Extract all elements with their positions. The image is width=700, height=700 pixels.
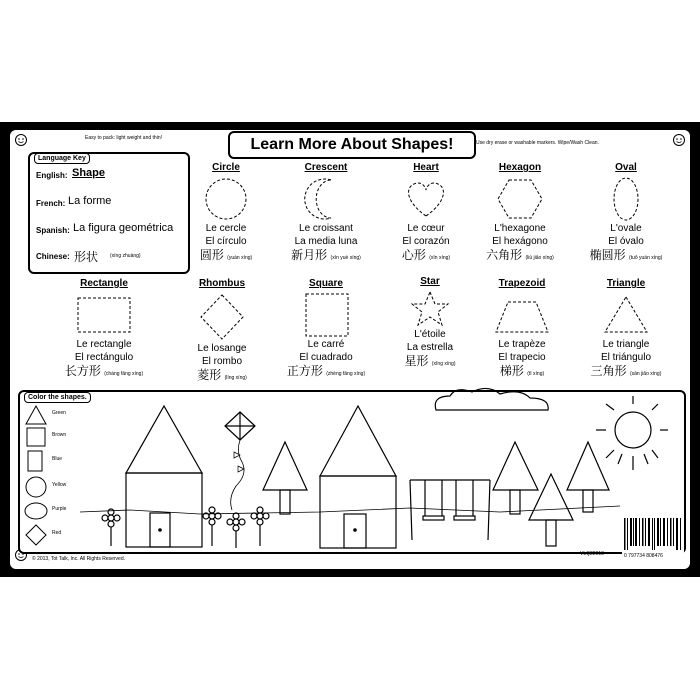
shape-name: Square bbox=[309, 278, 343, 289]
shape-spanish: El corazón bbox=[402, 236, 450, 247]
language-key-value: Shape bbox=[72, 167, 106, 179]
shape-name: Trapezoid bbox=[498, 278, 546, 289]
shape-french: Le croissant bbox=[299, 223, 353, 234]
shape-chinese: 六角形 (liù jiǎo xíng) bbox=[486, 248, 554, 262]
barcode bbox=[622, 516, 684, 562]
shape-french: Le rectangle bbox=[76, 339, 132, 350]
legend-item: Yellow bbox=[24, 476, 74, 498]
tree-icon bbox=[263, 442, 307, 514]
shape-french: L'ovale bbox=[610, 223, 642, 234]
sun-icon bbox=[596, 396, 668, 470]
shape-french: Le carré bbox=[307, 339, 345, 350]
shape-name: Circle bbox=[212, 162, 240, 173]
shape-french: Le losange bbox=[197, 343, 247, 354]
legend-item: Brown bbox=[24, 426, 74, 448]
cloud-icon bbox=[435, 388, 548, 410]
shape-name: Oval bbox=[615, 162, 637, 173]
shape-spanish: El triángulo bbox=[600, 352, 652, 363]
shape-chinese: 梯形 (tī xíng) bbox=[499, 364, 545, 378]
shape-name: Rhombus bbox=[198, 278, 246, 289]
shape-spanish: El trapecio bbox=[498, 352, 546, 363]
shape-french: L'hexagone bbox=[494, 223, 546, 234]
language-key-value: La figura geométrica bbox=[73, 222, 174, 234]
language-key-pinyin: (xíng zhuàng) bbox=[110, 253, 141, 259]
barcode-icon bbox=[622, 516, 684, 552]
language-key-label: Spanish: bbox=[36, 226, 70, 235]
shape-spanish: El rectángulo bbox=[74, 352, 134, 363]
language-key-label: Chinese: bbox=[36, 252, 70, 261]
coloring-title: Color the shapes. bbox=[24, 392, 91, 403]
shape-name: Rectangle bbox=[80, 278, 128, 289]
shape-chinese: 三角形 (sān jiǎo xíng) bbox=[590, 364, 662, 378]
legend-item: Purple bbox=[24, 500, 74, 522]
shape-chinese: 星形 (xīng xíng) bbox=[404, 354, 456, 368]
language-key-title: Language Key bbox=[34, 153, 90, 164]
shape-name: Crescent bbox=[304, 162, 348, 173]
header-right-note: Use dry erase or washable markers. Wipe/Wash Clean. bbox=[476, 140, 599, 146]
shape-name: Star bbox=[420, 276, 440, 287]
shape-chinese: 圆形 (yuán xíng) bbox=[199, 248, 253, 262]
shape-french: Le trapèze bbox=[498, 339, 546, 350]
kite-icon bbox=[225, 412, 255, 510]
page-title: Learn More About Shapes! bbox=[228, 131, 476, 159]
language-key-label: French: bbox=[36, 199, 66, 208]
shape-spanish: La media luna bbox=[294, 236, 358, 247]
legend-item: Blue bbox=[24, 450, 74, 472]
shape-spanish: El óvalo bbox=[608, 236, 644, 247]
product-code: VLQ22013 bbox=[580, 551, 604, 557]
shape-name: Heart bbox=[413, 162, 439, 173]
language-key-value: La forme bbox=[68, 195, 112, 207]
shape-chinese: 正方形 (zhèng fāng xíng) bbox=[286, 364, 366, 378]
flower-icon bbox=[227, 513, 245, 548]
header-left-note: Easy to pack: light weight and thin! bbox=[85, 135, 162, 141]
legend-item: Green bbox=[24, 404, 74, 426]
shape-french: L'étoile bbox=[414, 329, 446, 340]
shape-spanish: El rombo bbox=[201, 356, 242, 367]
shape-name: Triangle bbox=[606, 278, 646, 289]
language-key-value: 形状 bbox=[74, 250, 99, 264]
language-key-label: English: bbox=[36, 171, 68, 180]
flower-icon bbox=[102, 509, 120, 546]
shape-spanish: La estrella bbox=[406, 342, 454, 353]
shape-french: Le triangle bbox=[602, 339, 650, 350]
shape-spanish: El círculo bbox=[205, 236, 247, 247]
flower-icon bbox=[251, 507, 269, 546]
shape-spanish: El cuadrado bbox=[299, 352, 353, 363]
tree-icon bbox=[493, 442, 538, 514]
shape-french: Le cercle bbox=[205, 223, 247, 234]
shape-chinese: 椭圆形 (tuǒ yuán xíng) bbox=[589, 248, 663, 262]
shape-french: Le cœur bbox=[407, 223, 445, 234]
shape-spanish: El hexágono bbox=[492, 236, 548, 247]
shape-chinese: 心形 (xīn xíng) bbox=[401, 248, 451, 262]
shape-chinese: 菱形 (líng xíng) bbox=[197, 368, 247, 382]
house-icon bbox=[126, 406, 202, 547]
copyright-text: © 2013, Tot Talk, Inc. All Rights Reserved. bbox=[32, 556, 125, 562]
shape-chinese: 新月形 (xīn yuè xíng) bbox=[291, 248, 361, 262]
legend-item: Red bbox=[24, 524, 74, 546]
house-icon bbox=[320, 406, 396, 548]
flower-icon bbox=[203, 507, 221, 546]
tree-icon bbox=[567, 442, 609, 512]
barcode-digits: 0 797734 808476 bbox=[624, 553, 663, 559]
shape-chinese: 长方形 (cháng fāng xíng) bbox=[64, 364, 144, 378]
shape-name: Hexagon bbox=[498, 162, 542, 173]
